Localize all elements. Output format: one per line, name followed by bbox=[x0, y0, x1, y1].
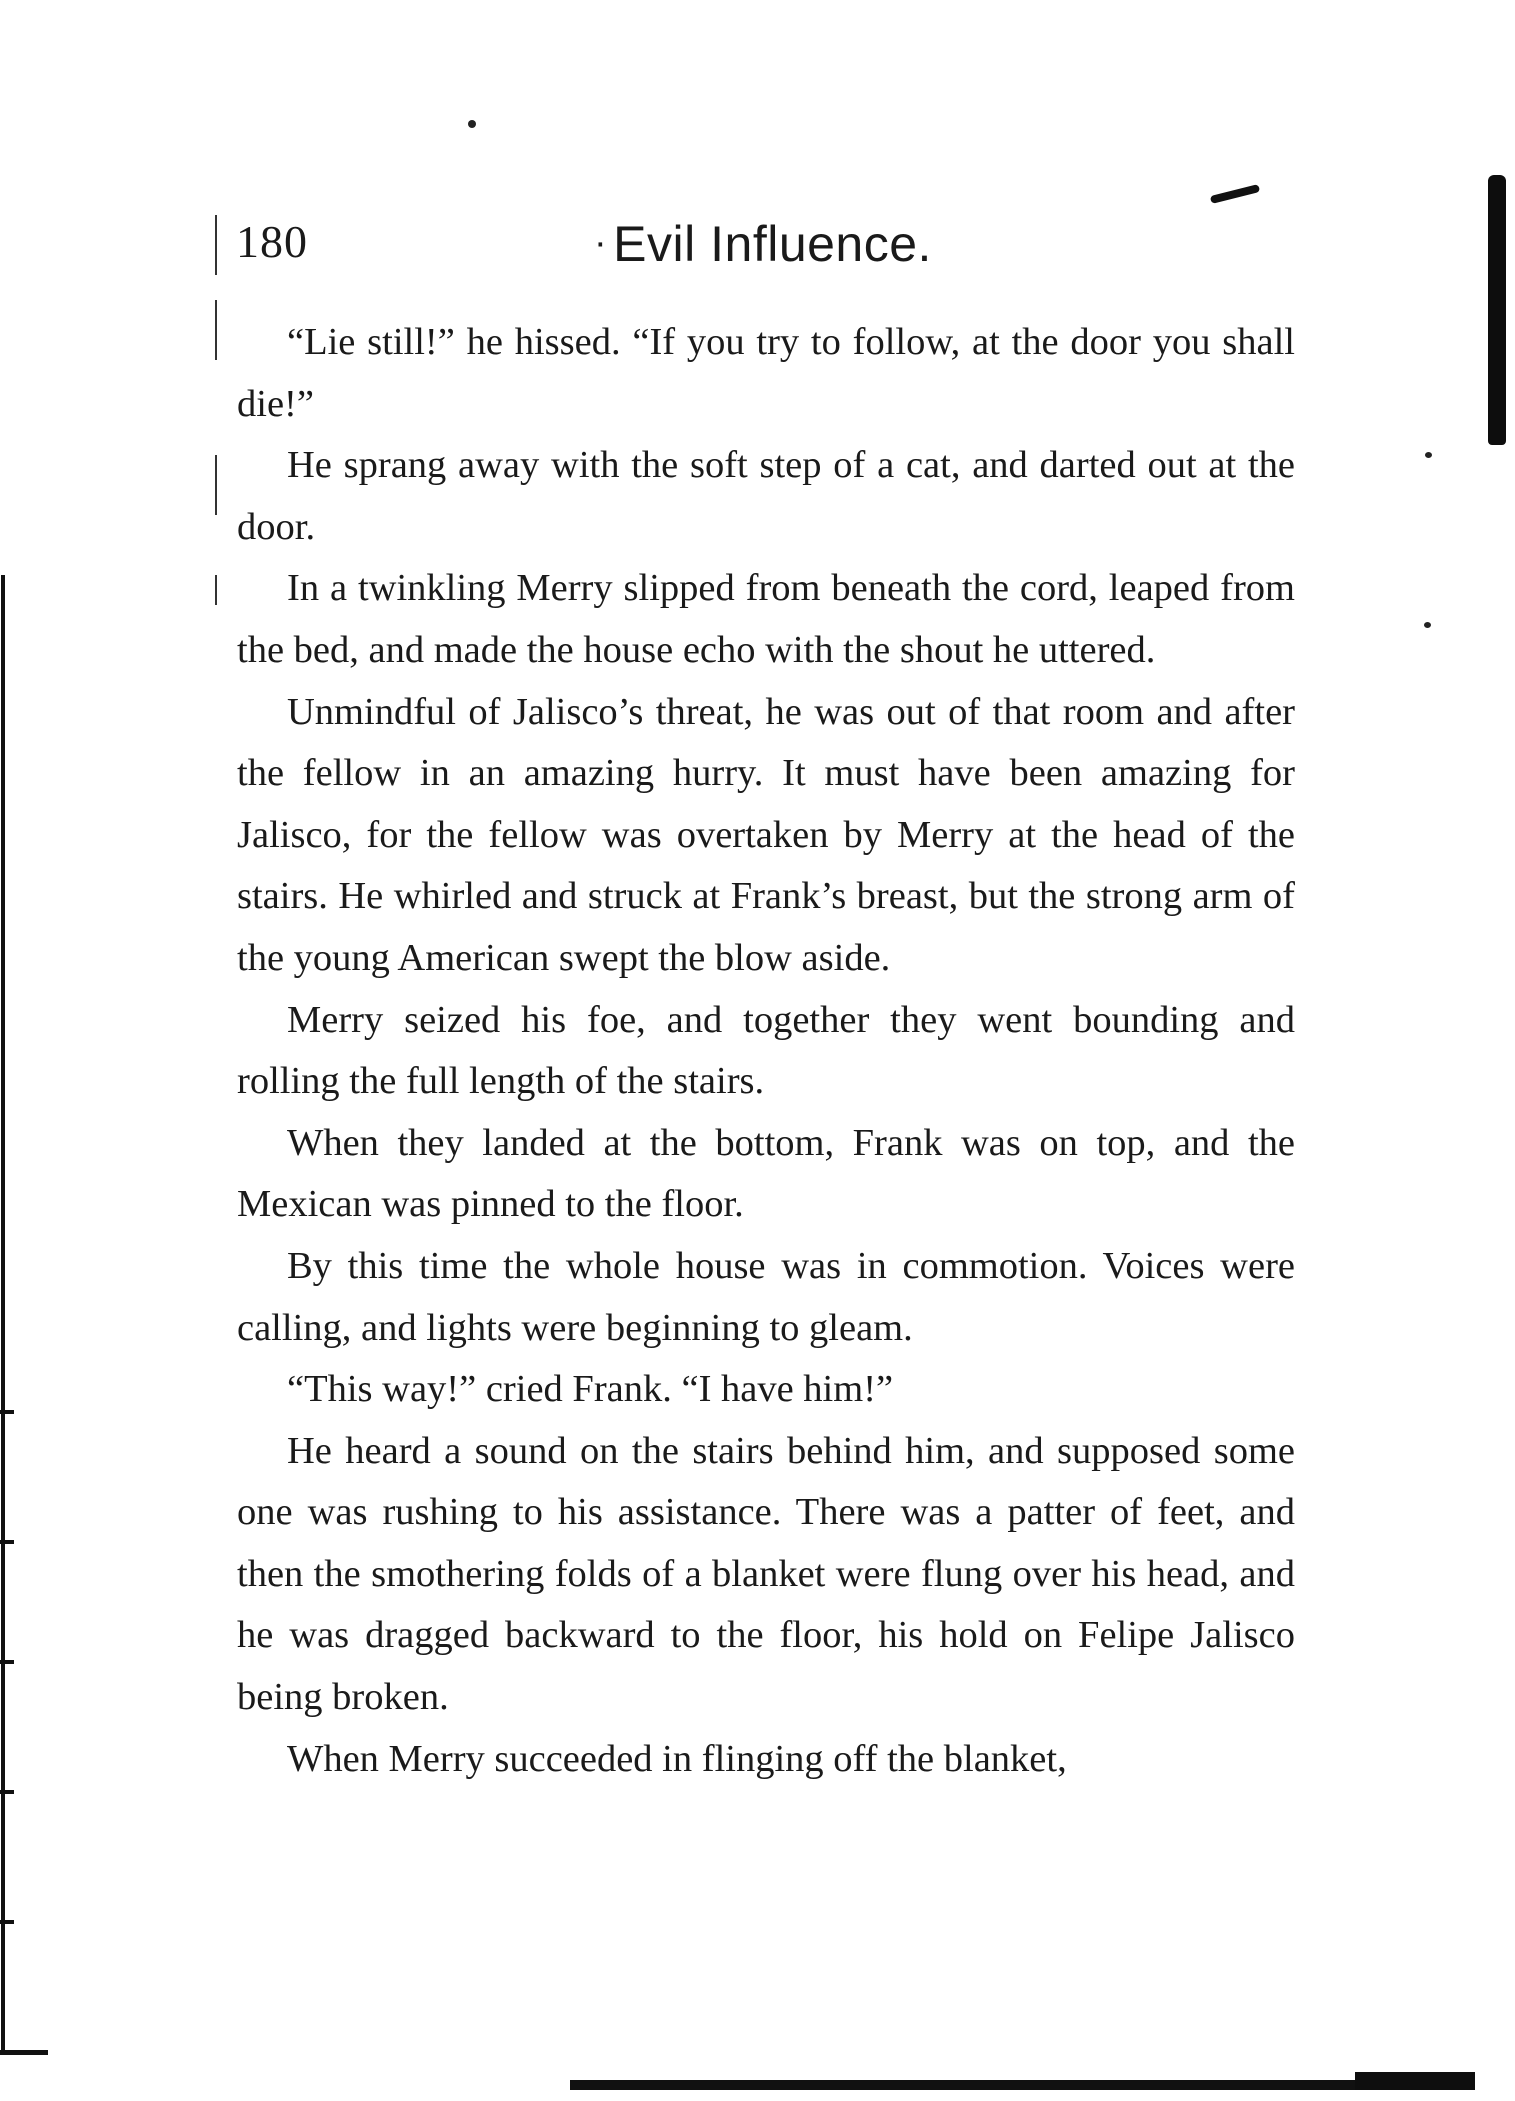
paragraph: “Lie still!” he hissed. “If you try to follow, at the door you shall die!” bbox=[237, 321, 1295, 425]
scan-notch bbox=[0, 1790, 14, 1794]
paragraph: Merry seized his foe, and together they went bounding and rolling the full length of the stairs. bbox=[237, 998, 1295, 1103]
scan-margin-tick bbox=[215, 215, 217, 275]
running-head bbox=[232, 215, 1292, 285]
running-title-text: Evil Influence. bbox=[613, 216, 932, 272]
scan-notch bbox=[0, 1540, 14, 1544]
paragraph: “This way!” cried Frank. “I have him!” bbox=[287, 1368, 894, 1411]
paragraph: By this time the whole house was in commotion. Voices were calling, and lights were beginning to gleam. bbox=[237, 1244, 1295, 1349]
scan-bottom-rule bbox=[570, 2080, 1460, 2090]
paragraph: Unmindful of Jalisco’s threat, he was out of that room and after the fellow in an amazing hurry. It must have been amazing for Jalisco, for the fellow was overtaken by Merry at the head of the stairs. He whirled and struck at Frank’s breast, but the strong arm of the young American swept the blow aside. bbox=[237, 690, 1295, 979]
paragraph: When they landed at the bottom, Frank was on top, and the Mexican was pinned to the floor. bbox=[237, 1121, 1295, 1226]
paragraph: In a twinkling Merry slipped from beneath the cord, leaped from the bed, and made the house echo with the shout he uttered. bbox=[237, 567, 1295, 671]
scan-margin-tick bbox=[215, 300, 217, 360]
scan-speck bbox=[1425, 452, 1432, 458]
scan-margin-tick bbox=[215, 575, 217, 605]
scan-bottom-rule-thick bbox=[1355, 2072, 1475, 2090]
scan-margin-tick bbox=[215, 455, 217, 515]
paragraph: He sprang away with the soft step of a cat, and darted out at the door. bbox=[237, 444, 1295, 548]
running-title bbox=[594, 215, 932, 273]
body-text bbox=[237, 312, 1295, 1790]
scan-edge-line-left bbox=[1, 575, 5, 2055]
paragraph: He heard a sound on the stairs behind him, and supposed some one was rushing to his assistance. There was a patter of feet, and then the smothering folds of a blanket were flung over his head, and he was dragged backward to the floor, his hold on Felipe Jalisco being broken. bbox=[237, 1429, 1295, 1719]
title-bullet: · bbox=[594, 222, 608, 264]
scan-ink-mark bbox=[1210, 184, 1260, 204]
scan-speck bbox=[1424, 622, 1431, 628]
scan-speck bbox=[468, 120, 476, 128]
paragraph: When Merry succeeded in flinging off the blanket, bbox=[287, 1737, 1067, 1780]
page-number: 180 bbox=[236, 216, 308, 267]
scan-binding-shadow-right bbox=[1488, 175, 1506, 445]
scan-notch bbox=[0, 1410, 14, 1414]
scan-notch bbox=[0, 1920, 14, 1924]
scan-notch bbox=[0, 1660, 14, 1664]
scan-edge-foot-left bbox=[0, 2050, 48, 2055]
